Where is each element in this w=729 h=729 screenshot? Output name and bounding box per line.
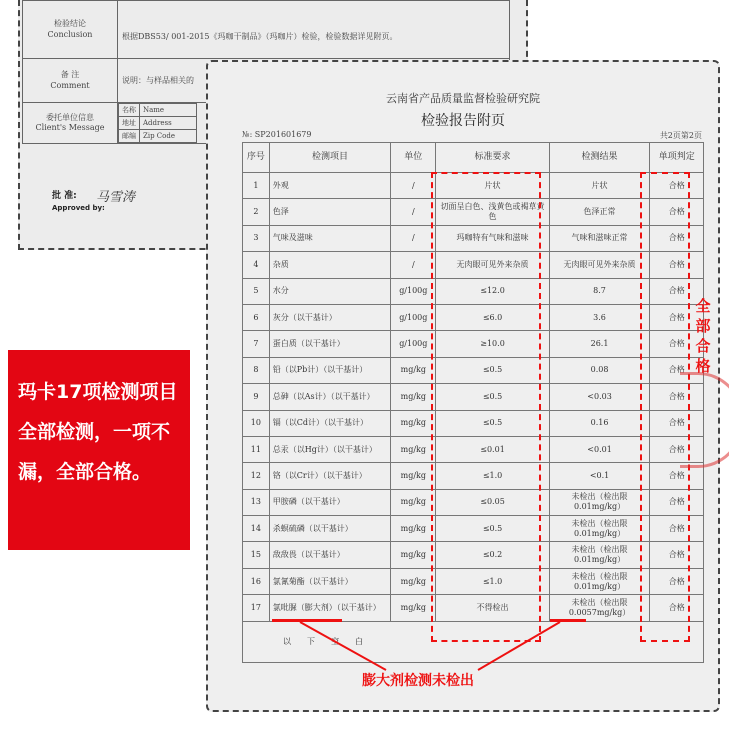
standard-requirement: 无肉眼可见外来杂质 xyxy=(436,252,549,278)
test-item: 镉（以Cd计）（以干基计） xyxy=(269,410,390,436)
test-result: 未检出（检出限0.01mg/kg） xyxy=(549,516,650,542)
client-field-cn: 名称 xyxy=(119,104,140,117)
verdict: 合格 xyxy=(650,357,704,383)
standard-requirement: ≤1.0 xyxy=(436,568,549,594)
verdict: 合格 xyxy=(650,410,704,436)
verdict: 合格 xyxy=(650,252,704,278)
verdict: 合格 xyxy=(650,384,704,410)
report-number: №: SP201601679 xyxy=(242,130,312,139)
test-result: 未检出（检出限0.0057mg/kg） xyxy=(549,595,650,621)
test-item: 蛋白质（以干基计） xyxy=(269,331,390,357)
row-number: 16 xyxy=(243,568,270,594)
test-item: 灰分（以干基计） xyxy=(269,304,390,330)
standard-requirement: ≤0.5 xyxy=(436,516,549,542)
test-item: 外观 xyxy=(269,173,390,199)
test-item: 色泽 xyxy=(269,199,390,225)
verdict: 合格 xyxy=(650,304,704,330)
unit: mg/kg xyxy=(391,436,436,462)
header-no: 序号 xyxy=(243,143,270,173)
test-item: 氯氰菊酯（以干基计） xyxy=(269,568,390,594)
verdict: 合格 xyxy=(650,225,704,251)
test-result: 气味和滋味正常 xyxy=(549,225,650,251)
test-item: 水分 xyxy=(269,278,390,304)
client-field-en: Zip Code xyxy=(140,130,197,143)
client-field-en: Address xyxy=(140,117,197,130)
row-number: 8 xyxy=(243,357,270,383)
test-item: 氯吡脲（膨大剂）（以干基计） xyxy=(269,595,390,621)
row-number: 5 xyxy=(243,278,270,304)
verdict: 合格 xyxy=(650,568,704,594)
verdict: 合格 xyxy=(650,278,704,304)
unit: mg/kg xyxy=(391,516,436,542)
row-number: 13 xyxy=(243,489,270,515)
header-requirement: 标准要求 xyxy=(436,143,549,173)
header-verdict: 单项判定 xyxy=(650,143,704,173)
conclusion-label: 检验结论 Conclusion xyxy=(23,1,118,59)
unit: mg/kg xyxy=(391,384,436,410)
test-result: 3.6 xyxy=(549,304,650,330)
standard-requirement: ≤0.5 xyxy=(436,357,549,383)
row-number: 2 xyxy=(243,199,270,225)
test-result: 片状 xyxy=(549,173,650,199)
test-item: 铅（以Pb计）（以干基计） xyxy=(269,357,390,383)
unit: mg/kg xyxy=(391,489,436,515)
standard-requirement: ≤0.05 xyxy=(436,489,549,515)
verdict: 合格 xyxy=(650,436,704,462)
row-number: 14 xyxy=(243,516,270,542)
unit: / xyxy=(391,199,436,225)
seal-stamp xyxy=(680,372,729,468)
client-field-cn: 邮编 xyxy=(119,130,140,143)
promo-text: 玛卡17项检测项目全部检测，一项不漏，全部合格。 xyxy=(18,381,178,483)
test-result: 无肉眼可见外来杂质 xyxy=(549,252,650,278)
blank-note: 以下空白 xyxy=(243,621,704,662)
row-number: 10 xyxy=(243,410,270,436)
test-result: 26.1 xyxy=(549,331,650,357)
test-result: 未检出（检出限0.01mg/kg） xyxy=(549,489,650,515)
unit: / xyxy=(391,225,436,251)
all-qualified-label: 全部合格 xyxy=(695,297,711,375)
client-field-en: Name xyxy=(140,104,197,117)
unit: / xyxy=(391,252,436,278)
document-title: 检验报告附页 xyxy=(421,113,505,129)
standard-requirement: 切面呈白色、浅黄色或褐草黄色 xyxy=(436,199,549,225)
row-number: 1 xyxy=(243,173,270,199)
standard-requirement: ≤0.2 xyxy=(436,542,549,568)
row-number: 15 xyxy=(243,542,270,568)
client-field-cn: 地址 xyxy=(119,117,140,130)
unit: mg/kg xyxy=(391,357,436,383)
standard-requirement: ≤0.5 xyxy=(436,410,549,436)
unit: g/100g xyxy=(391,278,436,304)
test-item: 气味及滋味 xyxy=(269,225,390,251)
comment-text: 说明：与样品相关的 xyxy=(118,59,510,103)
test-item: 敌敌畏（以干基计） xyxy=(269,542,390,568)
unit: mg/kg xyxy=(391,542,436,568)
verdict: 合格 xyxy=(650,199,704,225)
swelling-agent-callout: 膨大剂检测未检出 xyxy=(362,673,474,689)
row-number: 3 xyxy=(243,225,270,251)
row-number: 7 xyxy=(243,331,270,357)
institute-name: 云南省产品质量监督检验研究院 xyxy=(386,92,540,105)
standard-requirement: ≤1.0 xyxy=(436,463,549,489)
row-number: 9 xyxy=(243,384,270,410)
standard-requirement: 玛咖特有气味和滋味 xyxy=(436,225,549,251)
verdict: 合格 xyxy=(650,595,704,621)
header-result: 检测结果 xyxy=(549,143,650,173)
unit: g/100g xyxy=(391,331,436,357)
approved-label: 批 准: Approved by: xyxy=(52,191,105,212)
test-item: 杀螟硫磷（以干基计） xyxy=(269,516,390,542)
verdict: 合格 xyxy=(650,331,704,357)
test-item: 铬（以Cr计）（以干基计） xyxy=(269,463,390,489)
unit: mg/kg xyxy=(391,595,436,621)
verdict: 合格 xyxy=(650,542,704,568)
test-item: 总砷（以As计）（以干基计） xyxy=(269,384,390,410)
row-number: 6 xyxy=(243,304,270,330)
verdict: 合格 xyxy=(650,489,704,515)
standard-requirement: ≤0.5 xyxy=(436,384,549,410)
test-item: 总汞（以Hg计）（以干基计） xyxy=(269,436,390,462)
test-result: 色泽正常 xyxy=(549,199,650,225)
standard-requirement: ≤12.0 xyxy=(436,278,549,304)
standard-requirement: 片状 xyxy=(436,173,549,199)
conclusion-text: 根据DBS53/ 001-2015《玛咖干制品》（玛咖片）检验，检验数据详见附页。 xyxy=(118,1,510,59)
test-result: 0.16 xyxy=(549,410,650,436)
test-result: 0.08 xyxy=(549,357,650,383)
handwritten-signature: 马雪涛 xyxy=(96,190,136,205)
verdict: 合格 xyxy=(650,516,704,542)
test-result: 8.7 xyxy=(549,278,650,304)
test-result: 未检出（检出限0.01mg/kg） xyxy=(549,542,650,568)
verdict: 合格 xyxy=(650,463,704,489)
standard-requirement: ≥10.0 xyxy=(436,331,549,357)
row-number: 4 xyxy=(243,252,270,278)
comment-label: 备 注 Comment xyxy=(23,59,118,103)
unit: mg/kg xyxy=(391,410,436,436)
header-unit: 单位 xyxy=(391,143,436,173)
unit: g/100g xyxy=(391,304,436,330)
client-label: 委托单位信息 Client's Message xyxy=(23,103,118,144)
verdict: 合格 xyxy=(650,173,704,199)
standard-requirement: ≤0.01 xyxy=(436,436,549,462)
standard-requirement: ≤6.0 xyxy=(436,304,549,330)
unit: mg/kg xyxy=(391,463,436,489)
page-indicator: 共2页第2页 xyxy=(659,131,702,140)
header-item: 检测项目 xyxy=(269,143,390,173)
test-result: 未检出（检出限0.01mg/kg） xyxy=(549,568,650,594)
test-result: <0.1 xyxy=(549,463,650,489)
test-item: 甲胺磷（以干基计） xyxy=(269,489,390,515)
row-number: 17 xyxy=(243,595,270,621)
test-result: <0.01 xyxy=(549,436,650,462)
test-item: 杂质 xyxy=(269,252,390,278)
unit: mg/kg xyxy=(391,568,436,594)
row-number: 12 xyxy=(243,463,270,489)
unit: / xyxy=(391,173,436,199)
row-number: 11 xyxy=(243,436,270,462)
test-result: <0.03 xyxy=(549,384,650,410)
standard-requirement: 不得检出 xyxy=(436,595,549,621)
